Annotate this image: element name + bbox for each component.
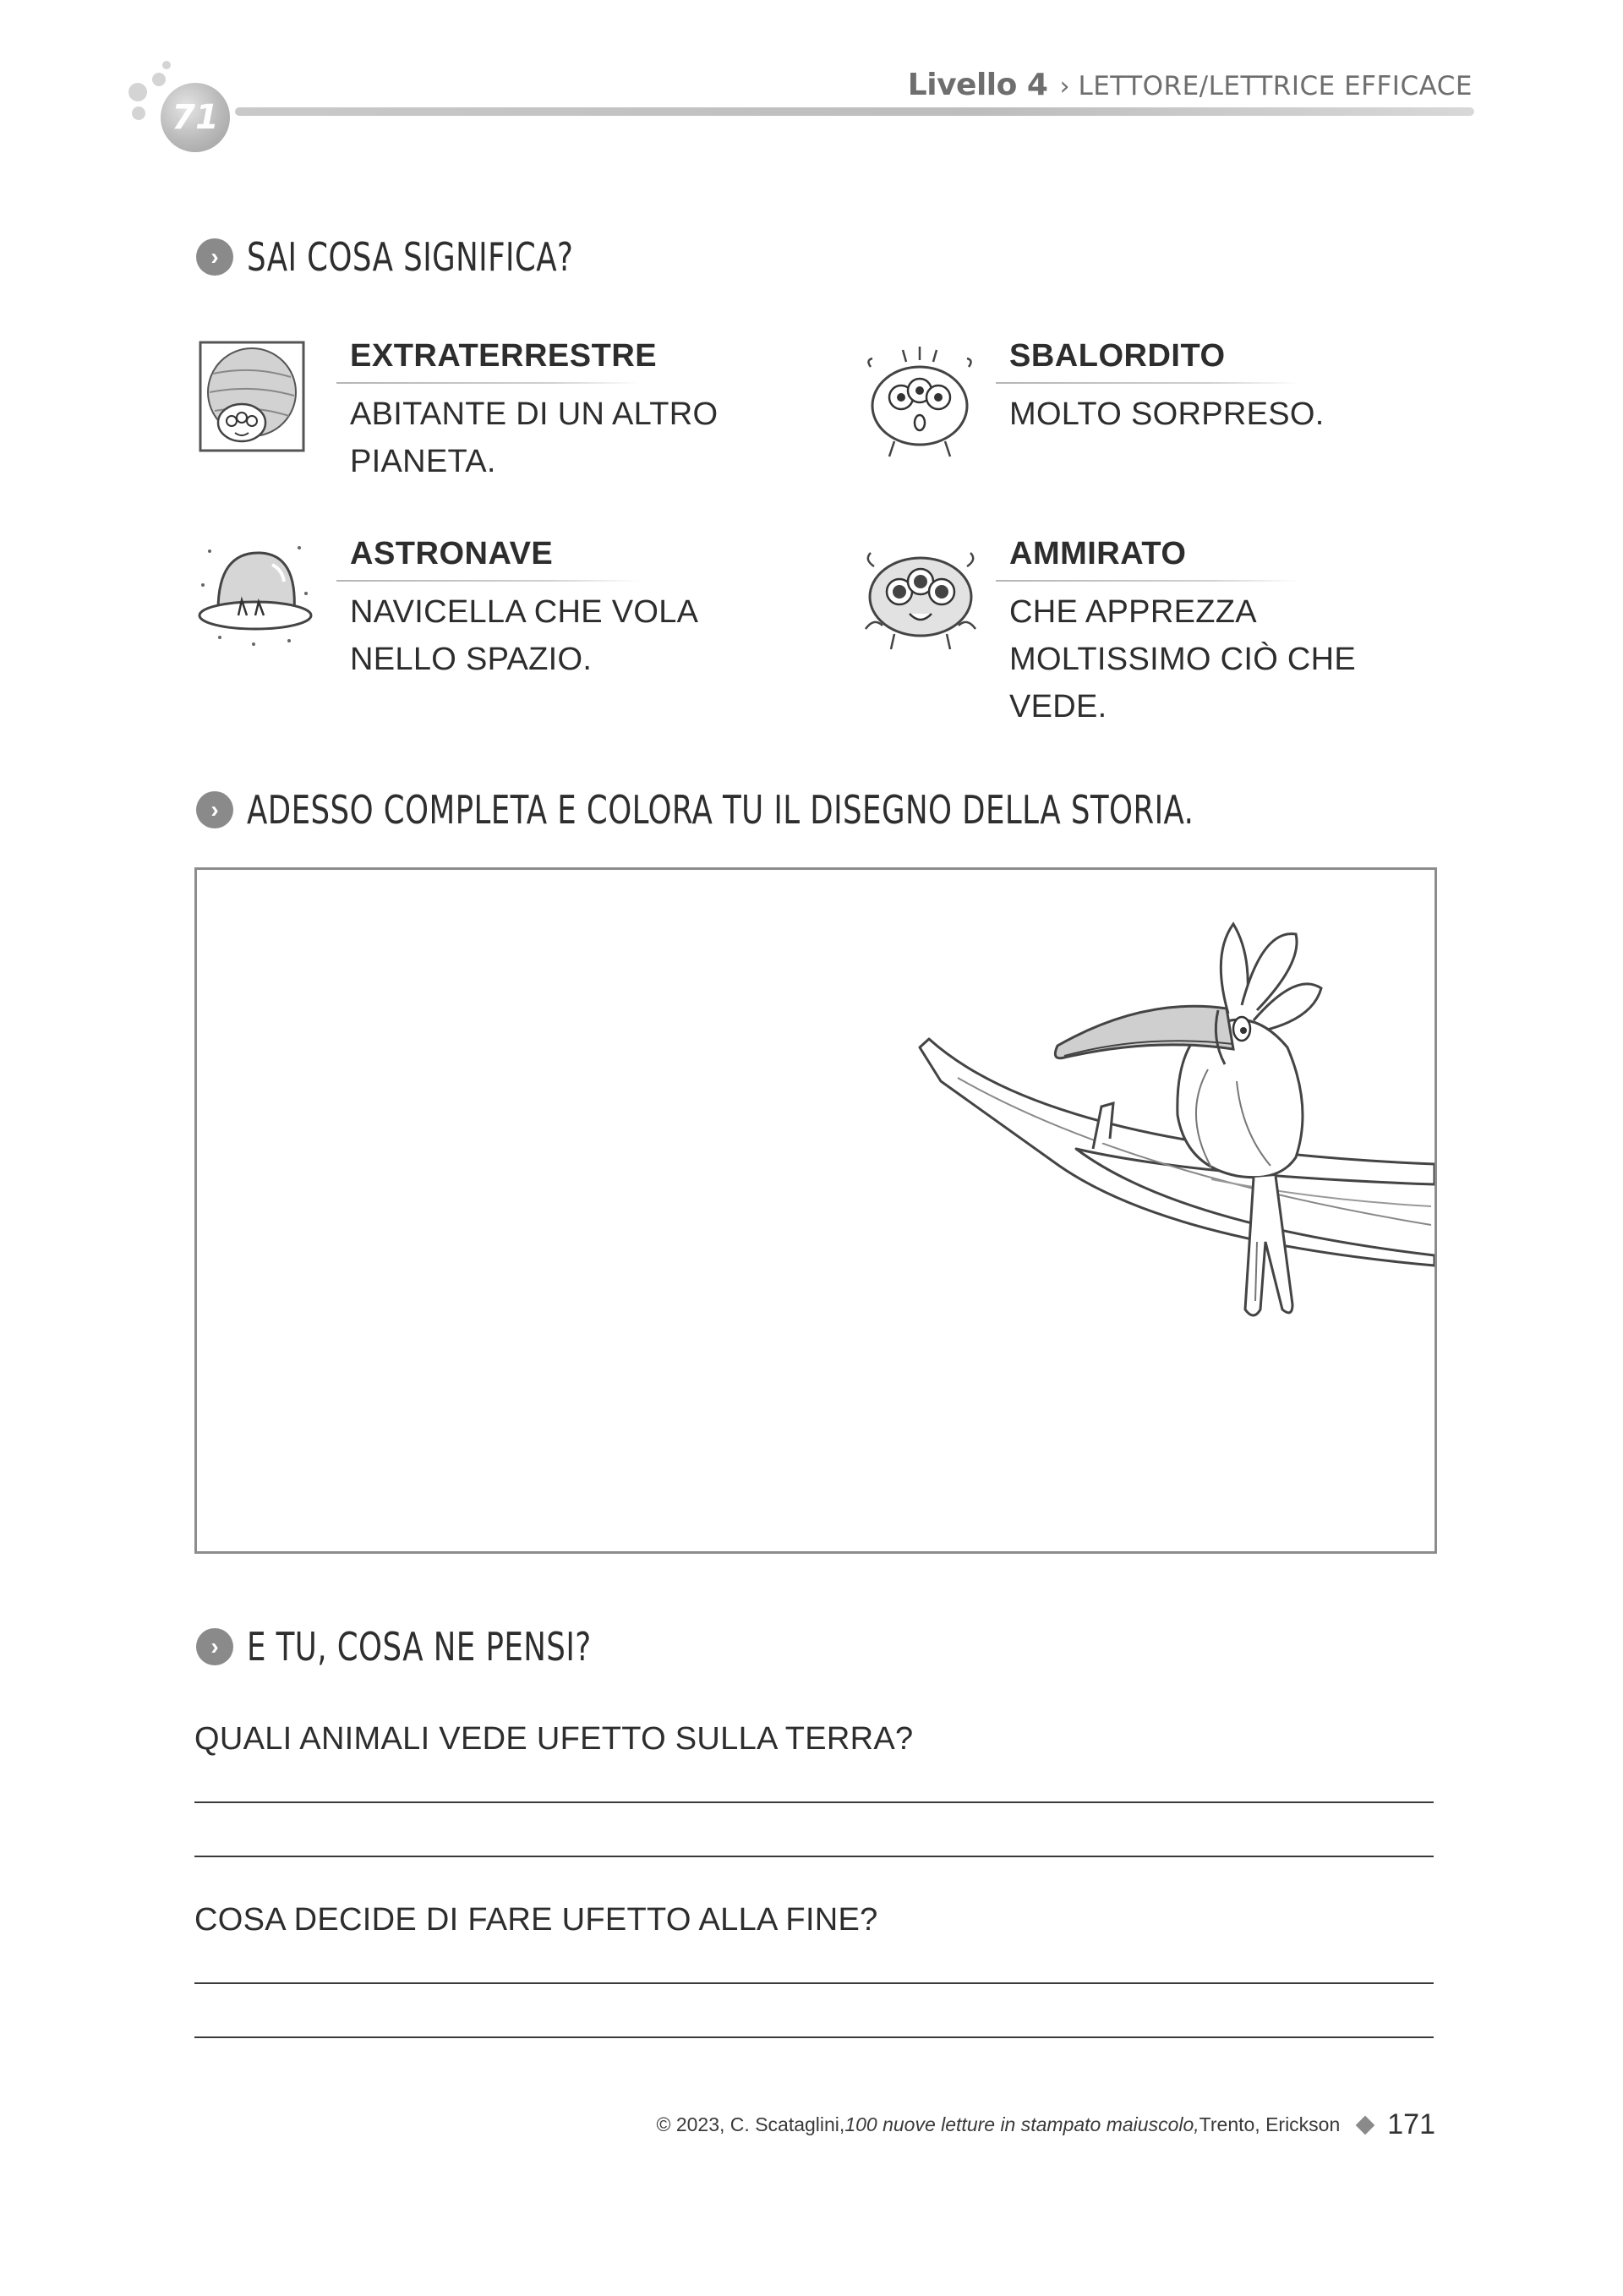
section-heading-vocabulary — [196, 232, 626, 282]
section-title: ADESSO COMPLETA E COLORA TU IL DISEGNO DELLA STORIA. — [247, 787, 1194, 833]
copyright-text: © 2023, C. Scataglini, — [656, 2113, 845, 2135]
definition-line: CHE APPREZZA — [1009, 594, 1257, 630]
section-heading-questions — [196, 1621, 648, 1672]
answer-line[interactable] — [194, 1856, 1434, 1857]
level-label: Livello 4 — [907, 68, 1048, 102]
chevron-right-icon: › — [1059, 72, 1070, 101]
definition-line: MOLTO SORPRESO. — [1009, 396, 1325, 432]
section-title: SAI COSA SIGNIFICA? — [247, 234, 574, 280]
activity-number-badge — [161, 83, 230, 152]
glossary-term: AMMIRATO — [1009, 536, 1187, 571]
chevron-bullet-icon: › — [196, 791, 233, 828]
decor-dot — [132, 107, 145, 120]
drawing-area[interactable] — [194, 867, 1437, 1554]
chevron-bullet-icon: › — [196, 238, 233, 276]
footer-credits — [657, 2108, 1435, 2141]
term-divider — [336, 382, 641, 384]
answer-line[interactable] — [194, 2036, 1434, 2038]
term-divider — [996, 580, 1300, 582]
page-number: 171 — [1387, 2108, 1435, 2140]
book-title: 100 nuove letture in stampato maiuscolo, — [844, 2113, 1199, 2135]
spaceship-icon — [194, 534, 313, 649]
category-label: LETTORE/LETTRICE EFFICACE — [1078, 71, 1473, 101]
decor-dot — [152, 73, 166, 86]
glossary-definition — [350, 588, 698, 683]
question-2: COSA DECIDE DI FARE UFETTO ALLA FINE? — [194, 1902, 878, 1938]
definition-line: NELLO SPAZIO. — [350, 642, 593, 677]
answer-line[interactable] — [194, 1982, 1434, 1984]
answer-line[interactable] — [194, 1801, 1434, 1803]
glossary-definition — [350, 391, 718, 485]
term-divider — [996, 382, 1300, 384]
glossary-term: EXTRATERRESTRE — [350, 338, 658, 374]
surprised-alien-icon — [861, 342, 979, 460]
glossary-definition — [1009, 588, 1356, 730]
activity-number: 71 — [172, 98, 219, 137]
chevron-bullet-icon: › — [196, 1628, 233, 1665]
glossary-term: ASTRONAVE — [350, 536, 554, 571]
glossary-term: SBALORDITO — [1009, 338, 1226, 374]
term-divider — [336, 580, 641, 582]
definition-line: ABITANTE DI UN ALTRO — [350, 396, 719, 432]
admiring-alien-icon — [857, 541, 984, 654]
definition-line: PIANETA. — [350, 444, 496, 479]
header-title — [908, 68, 1473, 102]
section-title: E TU, COSA NE PENSI? — [247, 1624, 592, 1670]
header-bar — [235, 107, 1474, 116]
definition-line: NAVICELLA CHE VOLA — [350, 594, 699, 630]
section-heading-drawing — [196, 784, 1348, 835]
decor-dot — [128, 83, 147, 101]
glossary-definition — [1009, 391, 1325, 438]
question-1: QUALI ANIMALI VEDE UFETTO SULLA TERRA? — [194, 1721, 914, 1757]
definition-line: VEDE. — [1009, 689, 1107, 724]
publisher-text: Trento, Erickson — [1199, 2113, 1341, 2135]
decor-dot — [162, 61, 171, 69]
diamond-icon — [1356, 2115, 1375, 2135]
alien-planet-icon — [198, 340, 306, 453]
definition-line: MOLTISSIMO CIÒ CHE — [1009, 642, 1357, 677]
toucan-on-branch-illustration — [197, 870, 1434, 1551]
